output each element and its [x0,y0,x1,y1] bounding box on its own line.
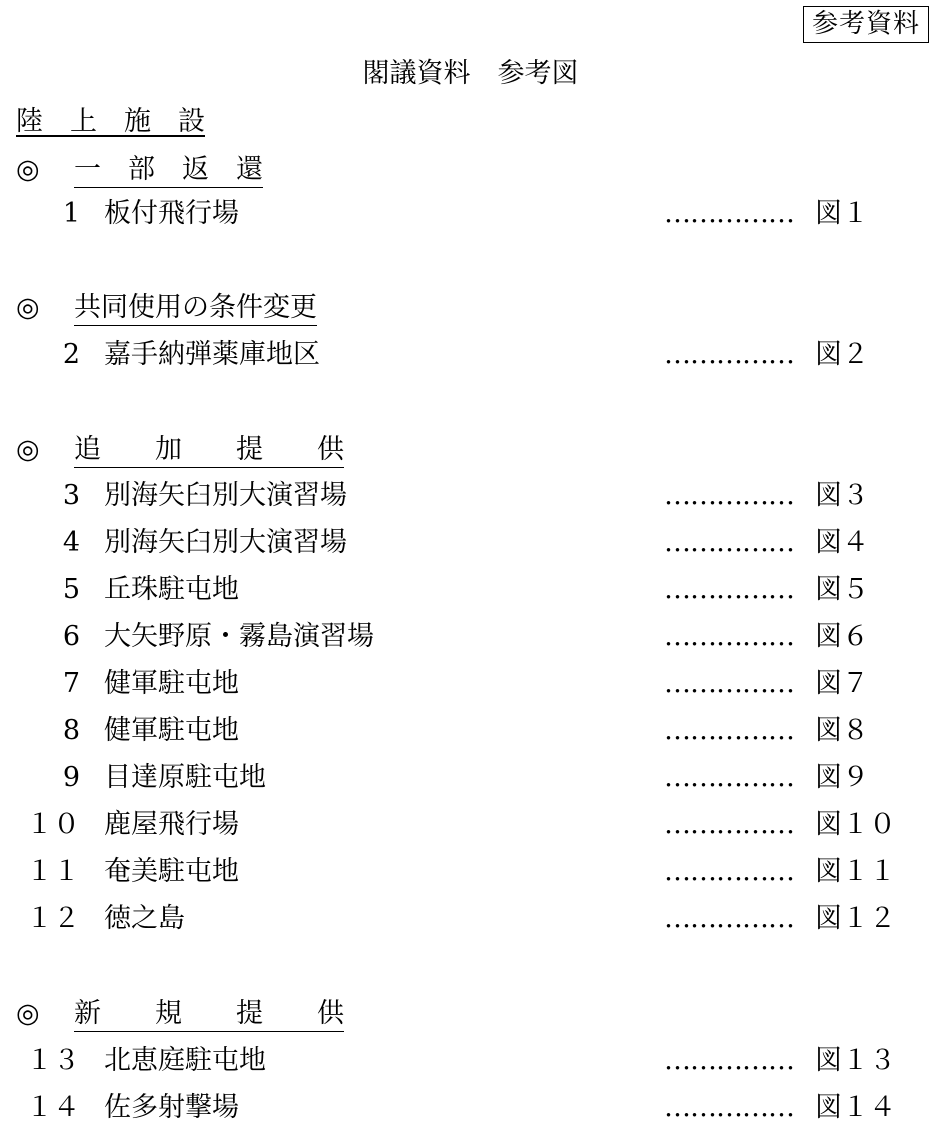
facility-name: 目達原駐屯地 [104,762,266,793]
double-circle-icon: ◎ [16,292,40,323]
figure-reference: 図１１ [815,856,896,887]
facility-name: 佐多射撃場 [104,1092,239,1123]
leader-dots: …………… [664,1092,794,1123]
leader-dots: …………… [664,809,794,840]
item-number: 1 [62,198,80,229]
leader-dots: …………… [664,621,794,652]
section-title: 追 加 提 供 [74,433,344,468]
item-number: 9 [62,762,80,793]
figure-reference: 図９ [815,762,869,793]
item-number: １１ [26,856,80,887]
figure-reference: 図５ [815,574,869,605]
figure-reference: 図６ [815,621,869,652]
section-partial-return [16,152,263,188]
double-circle-icon: ◎ [16,154,40,185]
heading-char: 陸 [16,106,43,137]
facility-name: 丘珠駐屯地 [104,574,239,605]
list-item [0,760,941,796]
facility-name: 奄美駐屯地 [104,856,239,887]
list-item [0,901,941,937]
reference-material-label: 参考資料 [803,6,929,43]
figure-reference: 図８ [815,715,869,746]
item-number: 2 [62,339,80,370]
section-additional-provision [16,432,344,468]
leader-dots: …………… [664,668,794,699]
list-item [0,478,941,514]
section-new-provision [16,996,344,1032]
heading-char: 上 [70,106,97,137]
figure-reference: 図２ [815,339,869,370]
double-circle-icon: ◎ [16,434,40,465]
facility-name: 徳之島 [104,903,185,934]
figure-reference: 図１２ [815,903,896,934]
facility-name: 嘉手納弾薬庫地区 [104,339,320,370]
heading-char: 施 [124,106,151,137]
item-number: 8 [62,715,80,746]
section-joint-use-change [16,290,317,326]
section-title: 共同使用の条件変更 [74,291,317,326]
document-title: 閣議資料 参考図 [362,58,579,89]
figure-reference: 図１４ [815,1092,896,1123]
leader-dots: …………… [664,1045,794,1076]
list-item [0,713,941,749]
item-number: １３ [26,1045,80,1076]
item-number: 5 [62,574,80,605]
list-item [0,525,941,561]
facility-name: 北恵庭駐屯地 [104,1045,266,1076]
leader-dots: …………… [664,480,794,511]
item-number: 6 [62,621,80,652]
item-number: 7 [62,668,80,699]
double-circle-icon: ◎ [16,998,40,1029]
list-item [0,337,941,373]
figure-reference: 図７ [815,668,869,699]
item-number: １０ [26,809,80,840]
figure-reference: 図４ [815,527,869,558]
heading-char: 設 [178,106,205,137]
land-facilities-heading [16,104,205,140]
list-item [0,572,941,608]
leader-dots: …………… [664,574,794,605]
list-item [0,854,941,890]
facility-name: 別海矢臼別大演習場 [104,527,347,558]
section-title: 新 規 提 供 [74,997,344,1032]
list-item [0,1090,941,1126]
facility-name: 別海矢臼別大演習場 [104,480,347,511]
list-item [0,619,941,655]
list-item [0,1043,941,1079]
item-number: １４ [26,1092,80,1123]
facility-name: 鹿屋飛行場 [104,809,239,840]
figure-reference: 図１０ [815,809,896,840]
section-title: 一 部 返 還 [74,153,263,188]
facility-name: 板付飛行場 [104,198,239,229]
list-item [0,196,941,232]
list-item [0,807,941,843]
facility-name: 健軍駐屯地 [104,715,239,746]
facility-name: 大矢野原・霧島演習場 [104,621,374,652]
figure-reference: 図１ [815,198,869,229]
leader-dots: …………… [664,339,794,370]
item-number: 3 [62,480,80,511]
leader-dots: …………… [664,198,794,229]
figure-reference: 図１３ [815,1045,896,1076]
leader-dots: …………… [664,715,794,746]
leader-dots: …………… [664,762,794,793]
list-item [0,666,941,702]
item-number: １２ [26,903,80,934]
item-number: 4 [62,527,80,558]
leader-dots: …………… [664,527,794,558]
leader-dots: …………… [664,903,794,934]
facility-name: 健軍駐屯地 [104,668,239,699]
figure-reference: 図３ [815,480,869,511]
leader-dots: …………… [664,856,794,887]
